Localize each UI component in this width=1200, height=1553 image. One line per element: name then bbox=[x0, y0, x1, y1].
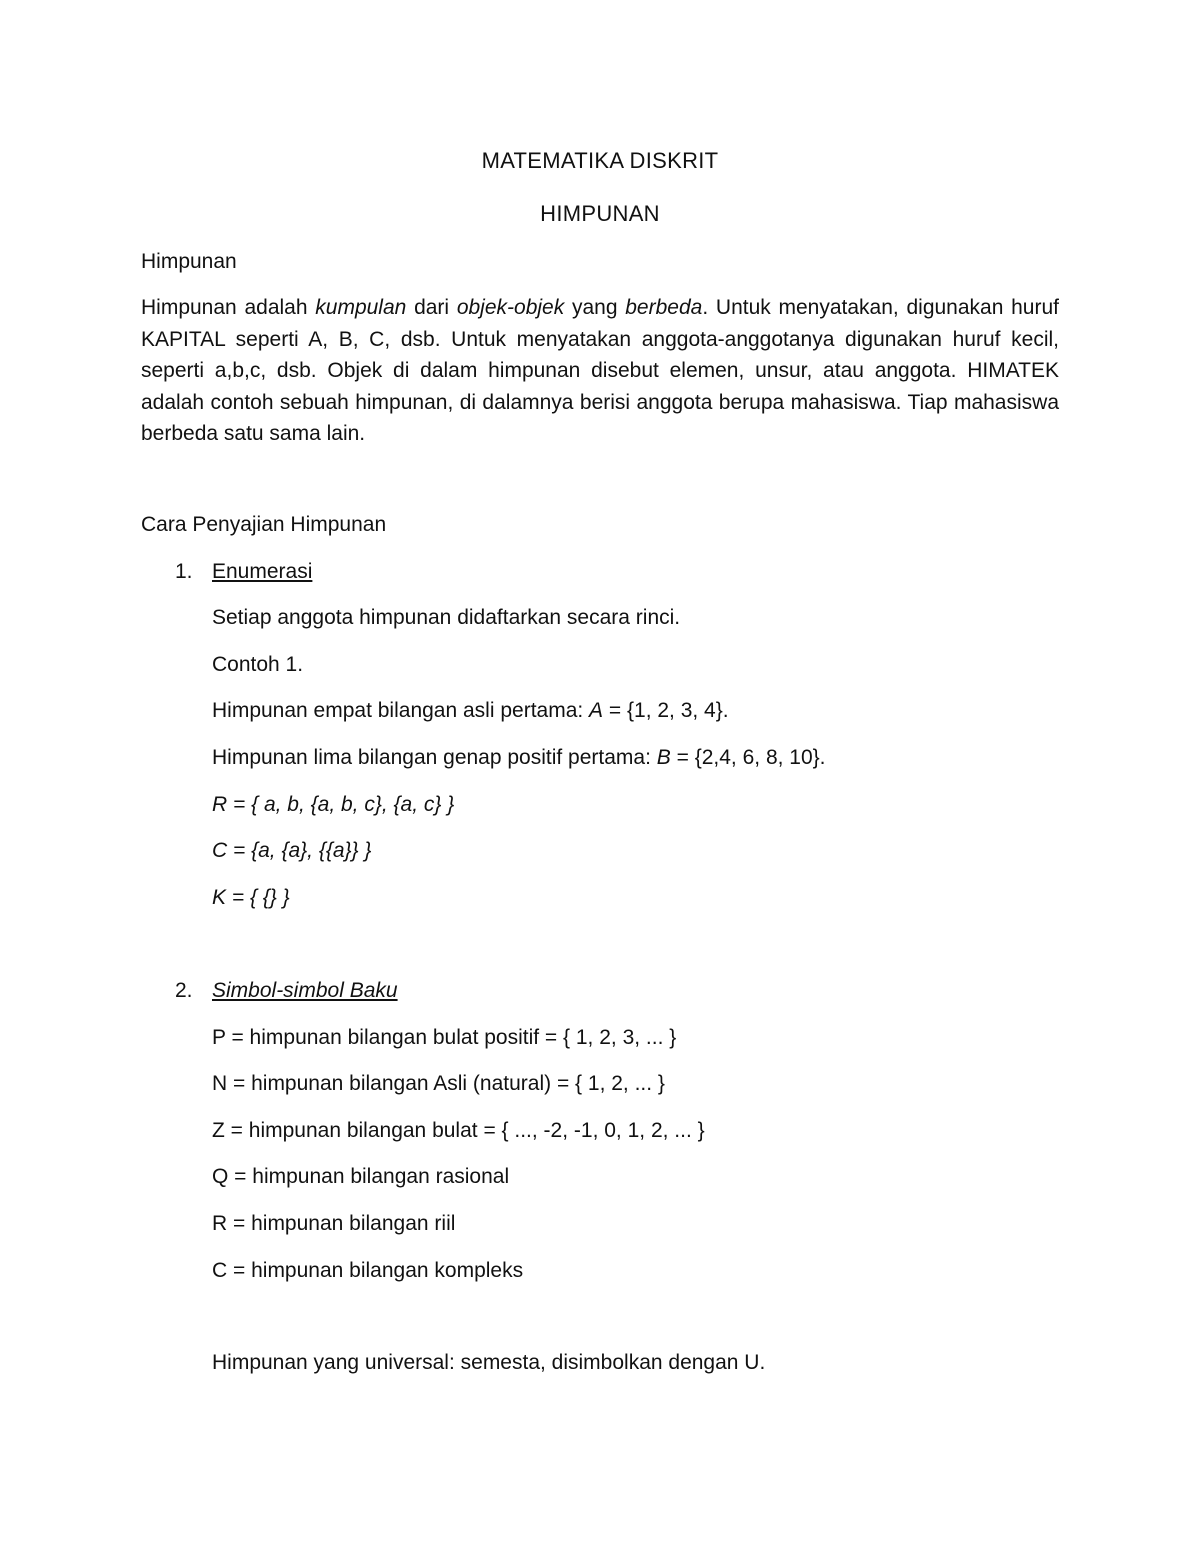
enumerasi-description: Setiap anggota himpunan didaftarkan secara rinci. bbox=[212, 606, 681, 629]
para-text: yang bbox=[564, 296, 626, 319]
set-expression: K = { {} } bbox=[212, 886, 290, 909]
example-set-r bbox=[212, 791, 454, 819]
para-text: dari bbox=[406, 296, 457, 319]
set-variable: A bbox=[589, 699, 604, 722]
section-heading-himpunan: Himpunan bbox=[141, 250, 237, 273]
set-members: = {2,4, 6, 8, 10}. bbox=[670, 746, 826, 769]
para-italic-objek: objek-objek bbox=[456, 296, 565, 319]
example-text: Himpunan empat bilangan asli pertama: bbox=[212, 699, 590, 722]
set-variable: B bbox=[656, 746, 671, 769]
list-number-1: 1. bbox=[175, 560, 193, 583]
item-title-enumerasi: Enumerasi bbox=[212, 560, 313, 583]
symbol-line-z: Z = himpunan bilangan bulat = { ..., -2, -1, 0, 1, 2, ... } bbox=[212, 1119, 705, 1142]
universal-set-note: Himpunan yang universal: semesta, disimbolkan dengan U. bbox=[212, 1351, 766, 1374]
list-number-2: 2. bbox=[175, 979, 193, 1002]
document-subtitle: HIMPUNAN bbox=[540, 201, 660, 226]
para-text: . Untuk menyatakan, digunakan huruf KAPITAL seperti A, B, C, dsb. Untuk menyatakan anggota-anggotanya digunakan huruf kecil, seperti a,b,c, dsb. Objek di dalam himpunan disebut elemen, unsur, atau anggota. HIMATEK adalah contoh sebuah himpunan, di dalamnya berisi anggota berupa mahasiswa. Tiap mahasiswa berbeda satu sama lain. bbox=[141, 296, 1059, 445]
symbol-line-n: N = himpunan bilangan Asli (natural) = { 1, 2, ... } bbox=[212, 1072, 665, 1095]
definition-paragraph bbox=[141, 292, 1059, 450]
set-expression: C = {a, {a}, {{a}} } bbox=[212, 839, 372, 862]
symbol-line-r: R = himpunan bilangan riil bbox=[212, 1212, 456, 1235]
para-text: Himpunan adalah bbox=[141, 296, 316, 319]
para-italic-kumpulan: kumpulan bbox=[315, 296, 407, 319]
example-set-b bbox=[212, 744, 826, 772]
example-label: Contoh 1. bbox=[212, 653, 304, 676]
symbol-line-q: Q = himpunan bilangan rasional bbox=[212, 1165, 510, 1188]
item-title-simbol-baku bbox=[212, 977, 398, 1005]
item-title-text: Simbol-simbol Baku bbox=[212, 979, 398, 1002]
section-heading-cara-penyajian: Cara Penyajian Himpunan bbox=[141, 513, 387, 536]
symbol-line-p: P = himpunan bilangan bulat positif = { 1, 2, 3, ... } bbox=[212, 1026, 677, 1049]
example-set-k bbox=[212, 884, 290, 912]
example-set-a bbox=[212, 697, 729, 725]
symbol-line-c: C = himpunan bilangan kompleks bbox=[212, 1259, 524, 1282]
example-text: Himpunan lima bilangan genap positif pertama: bbox=[212, 746, 657, 769]
para-italic-berbeda: berbeda bbox=[625, 296, 703, 319]
set-members: = {1, 2, 3, 4}. bbox=[603, 699, 729, 722]
example-set-c bbox=[212, 837, 371, 865]
document-title: MATEMATIKA DISKRIT bbox=[481, 148, 719, 173]
set-expression: R = { a, b, {a, b, c}, {a, c} } bbox=[212, 793, 455, 816]
